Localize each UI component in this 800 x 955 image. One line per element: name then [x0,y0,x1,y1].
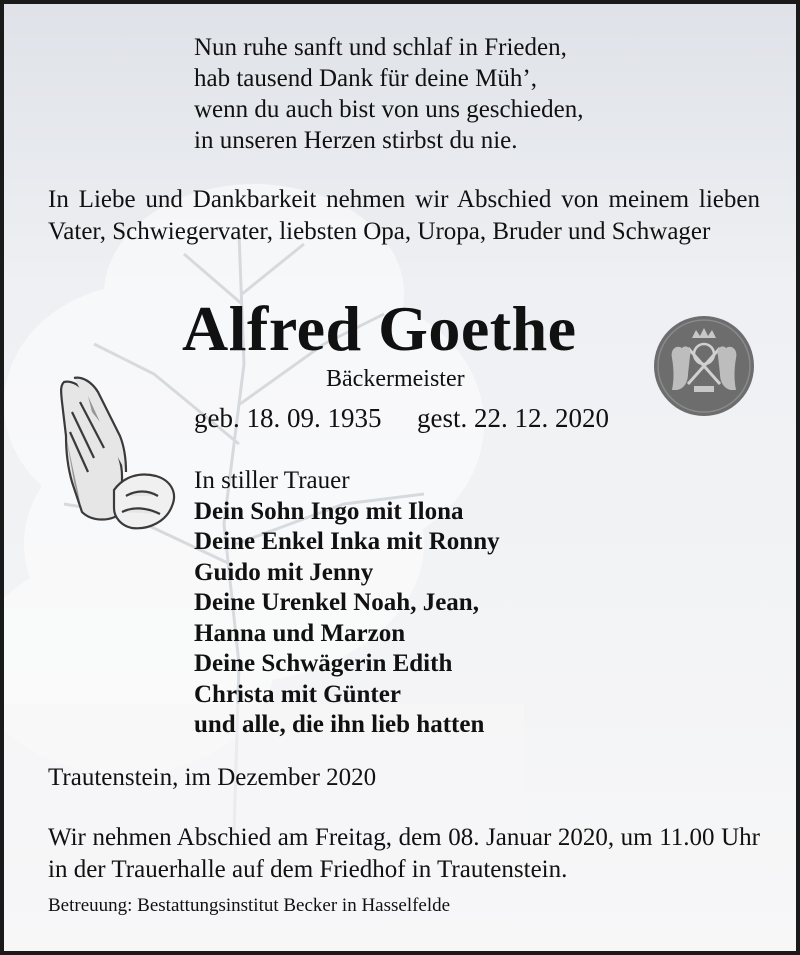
mourner-entry: Deine Urenkel Noah, Jean, [194,589,479,616]
funeral-info: Wir nehmen Abschied am Freitag, dem 08. Januar 2020, um 11.00 Uhr in der Trauerhalle auf dem Friedhof in Trautenstein. [48,824,760,883]
mourner-entry: Dein Sohn Ingo mit Ilona [194,497,464,525]
intro-text: In Liebe und Dankbarkeit nehmen wir Abschied von meinem lieben Vater, Schwiegervater, liebsten Opa, Uropa, Bruder und Schwager [48,186,760,245]
mourners-lead: In stiller Trauer [194,467,350,494]
mourner-entry: Deine Schwägerin Edith [194,650,453,677]
poem-line: Nun ruhe sanft und schlaf in Frieden, [194,34,567,61]
mourner-entry: Deine Enkel Inka mit Ronny [194,528,500,555]
mourner-entry: Guido mit Jenny [194,558,374,586]
poem-line: hab tausend Dank für deine Müh’, [194,65,537,92]
place-date: Trautenstein, im Dezember 2020 [48,764,377,791]
poem-line: wenn du auch bist von uns geschieden, [194,96,584,123]
mourner-entry: Christa mit Günter [194,680,401,708]
funeral-home-credit: Betreuung: Bestattungsinstitut Becker in Hasselfelde [48,895,451,916]
deceased-name: Alfred Goethe [182,293,577,364]
poem [194,32,584,156]
death-date: gest. 22. 12. 2020 [417,403,609,433]
deceased-profession: Bäckermeister [326,366,465,392]
poem-line: in unseren Herzen stirbst du nie. [194,127,518,154]
bakers-guild-seal-icon [652,314,756,418]
birth-date: geb. 18. 09. 1935 [194,403,382,433]
mourner-entry: Hanna und Marzon [194,619,406,647]
mourner-entry: und alle, die ihn lieb hatten [194,711,485,738]
mourners-block [194,466,500,741]
praying-hands-icon [52,372,182,534]
